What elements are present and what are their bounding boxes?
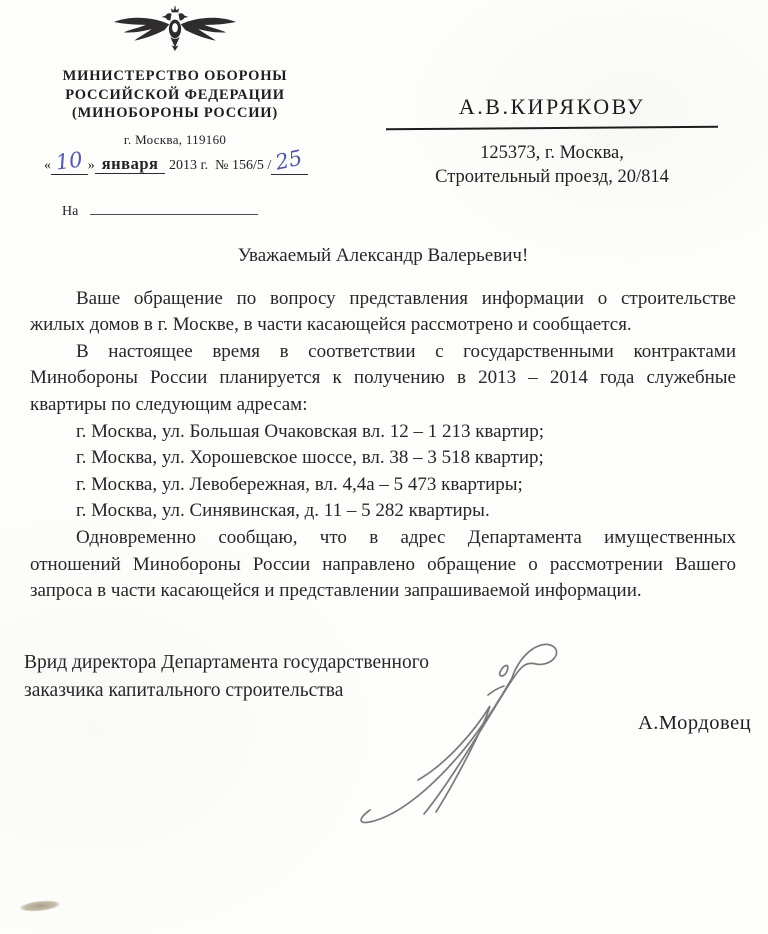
paragraph-line: жилых домов в г. Москве, в части касающейся рассмотрено и сообщается. [30, 314, 632, 336]
scan-smudge [20, 899, 61, 913]
mod-eagle-emblem-icon [111, 6, 239, 60]
address-list-item: г. Москва, ул. Хорошевское шоссе, вл. 38 – 3 518 квартир; [76, 447, 544, 469]
recipient-divider [386, 126, 718, 131]
handwritten-day: 10 [54, 147, 84, 175]
ministry-name-line2: РОССИЙСКОЙ ФЕДЕРАЦИИ [65, 86, 285, 103]
paragraph-line: Ваше обращение по вопросу представления информации о строительстве [76, 287, 736, 309]
ministry-name [34, 67, 316, 123]
paragraph-line: квартиры по следующим адресам: [30, 393, 308, 415]
paragraph-2 [30, 339, 736, 419]
reply-reference-line [62, 201, 258, 220]
paragraph-line: запроса в части касающейся и представлении запрашиваемой информации. [30, 580, 642, 602]
handwritten-number: 25 [273, 145, 305, 175]
salutation: Уважаемый Александр Валерьевич! [237, 245, 529, 266]
letter-body [30, 243, 736, 605]
date-number-line [44, 145, 374, 175]
open-quote: « [44, 158, 51, 173]
paragraph-line: Одновременно сообщаю, что в адрес Департамента имущественных [76, 526, 736, 548]
signer-name: А.Мордовец [638, 712, 752, 734]
recipient-block [386, 94, 718, 189]
paragraph-line: отношений Минобороны России направлено обращение о рассмотрении Вашего [30, 553, 736, 575]
address-list-item: г. Москва, ул. Синявинская, д. 11 – 5 282 квартиры. [76, 500, 490, 522]
address-list [30, 419, 736, 525]
letterhead-city: г. Москва, 119160 [123, 131, 227, 147]
signer-position-line2: заказчика капитального строительства [24, 679, 344, 701]
recipient-address-line1: 125373, г. Москва, [480, 143, 624, 163]
recipient-name: А.В.КИРЯКОВУ [458, 94, 646, 119]
address-list-item: г. Москва, ул. Большая Очаковская вл. 12 – 1 213 квартир; [76, 420, 545, 442]
ministry-name-line1: МИНИСТЕРСТВО ОБОРОНЫ [62, 68, 288, 84]
paragraph-line: Минобороны России планируется к получению в 2013 – 2014 года служебные [30, 367, 736, 389]
reply-ref-label: На [62, 204, 79, 219]
signer-position-line1: Врид директора Департамента государственного [24, 652, 429, 673]
close-quote: » [87, 158, 95, 173]
paragraph-line: В настоящее время в соответствии с государственными контрактами [76, 340, 736, 362]
paragraph-1 [30, 286, 736, 339]
recipient-address-line2: Строительный проезд, 20/814 [435, 166, 669, 187]
reply-ref-blank-line [90, 201, 258, 215]
paragraph-3 [30, 525, 736, 605]
day-underline [51, 147, 88, 175]
handwritten-signature [352, 628, 602, 836]
letterhead [34, 6, 316, 148]
number-underline [271, 145, 308, 175]
year-label: 2013 г. [168, 158, 209, 173]
ministry-name-line3: (МИНОБОРОНЫ РОССИИ) [71, 105, 279, 121]
doc-number-label: № 156/5 / [215, 158, 272, 173]
address-list-item: г. Москва, ул. Левобережная, вл. 4,4а – 5 473 квартиры; [76, 473, 523, 495]
month-label: января [95, 156, 166, 174]
